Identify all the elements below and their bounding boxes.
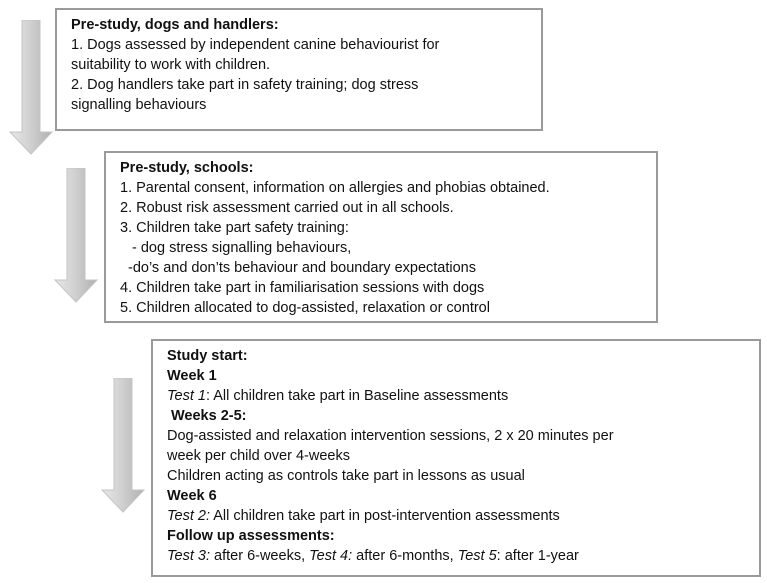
week6-heading: Week 6 [167, 488, 217, 504]
box2-subline: -do’s and don’ts behaviour and boundary expectations [128, 260, 476, 276]
followup-line [167, 546, 751, 566]
weeks25-line: Dog-assisted and relaxation intervention sessions, 2 x 20 minutes per [167, 428, 614, 444]
pre-study-schools-box [104, 151, 658, 323]
down-arrow-3 [100, 378, 146, 514]
test5-text: : after 1-year [496, 548, 579, 564]
test3-label: Test 3: [167, 548, 210, 564]
box2-line: 3. Children take part safety training: [120, 220, 349, 236]
down-arrow-2 [53, 168, 99, 304]
box1-line: 1. Dogs assessed by independent canine behaviourist for [71, 37, 440, 53]
test4-text: after 6-months, [352, 548, 458, 564]
test1-line [167, 386, 751, 406]
box2-title: Pre-study, schools: [120, 160, 254, 176]
box2-line: 2. Robust risk assessment carried out in all schools. [120, 200, 454, 216]
test1-text: : All children take part in Baseline assessments [205, 388, 509, 404]
box1-line: signalling behaviours [71, 97, 207, 113]
week1-heading: Week 1 [167, 368, 217, 384]
weeks25-heading: Weeks 2-5: [171, 408, 247, 424]
box2-line: 5. Children allocated to dog-assisted, relaxation or control [120, 300, 490, 316]
pre-study-dogs-box [55, 8, 543, 131]
test2-text: All children take part in post-intervention assessments [210, 508, 560, 524]
test2-label: Test 2: [167, 508, 210, 524]
followup-heading: Follow up assessments: [167, 528, 335, 544]
down-arrow-1 [8, 20, 54, 156]
test1-label: Test 1 [167, 388, 206, 404]
test5-label: Test 5 [457, 548, 497, 564]
study-timeline-box [151, 339, 761, 577]
box2-line: 1. Parental consent, information on allergies and phobias obtained. [120, 180, 550, 196]
test3-text: after 6-weeks, [210, 548, 310, 564]
box1-line: suitability to work with children. [71, 57, 271, 73]
box1-line: 2. Dog handlers take part in safety training; dog stress [71, 77, 419, 93]
weeks25-line: week per child over 4-weeks [167, 448, 350, 464]
test2-line [167, 506, 751, 526]
box3-title: Study start: [167, 348, 248, 364]
box1-title: Pre-study, dogs and handlers: [71, 17, 279, 33]
test4-label: Test 4: [309, 548, 353, 564]
box2-line: 4. Children take part in familiarisation sessions with dogs [120, 280, 485, 296]
weeks25-line: Children acting as controls take part in lessons as usual [167, 468, 525, 484]
box2-subline: - dog stress signalling behaviours, [132, 240, 352, 256]
